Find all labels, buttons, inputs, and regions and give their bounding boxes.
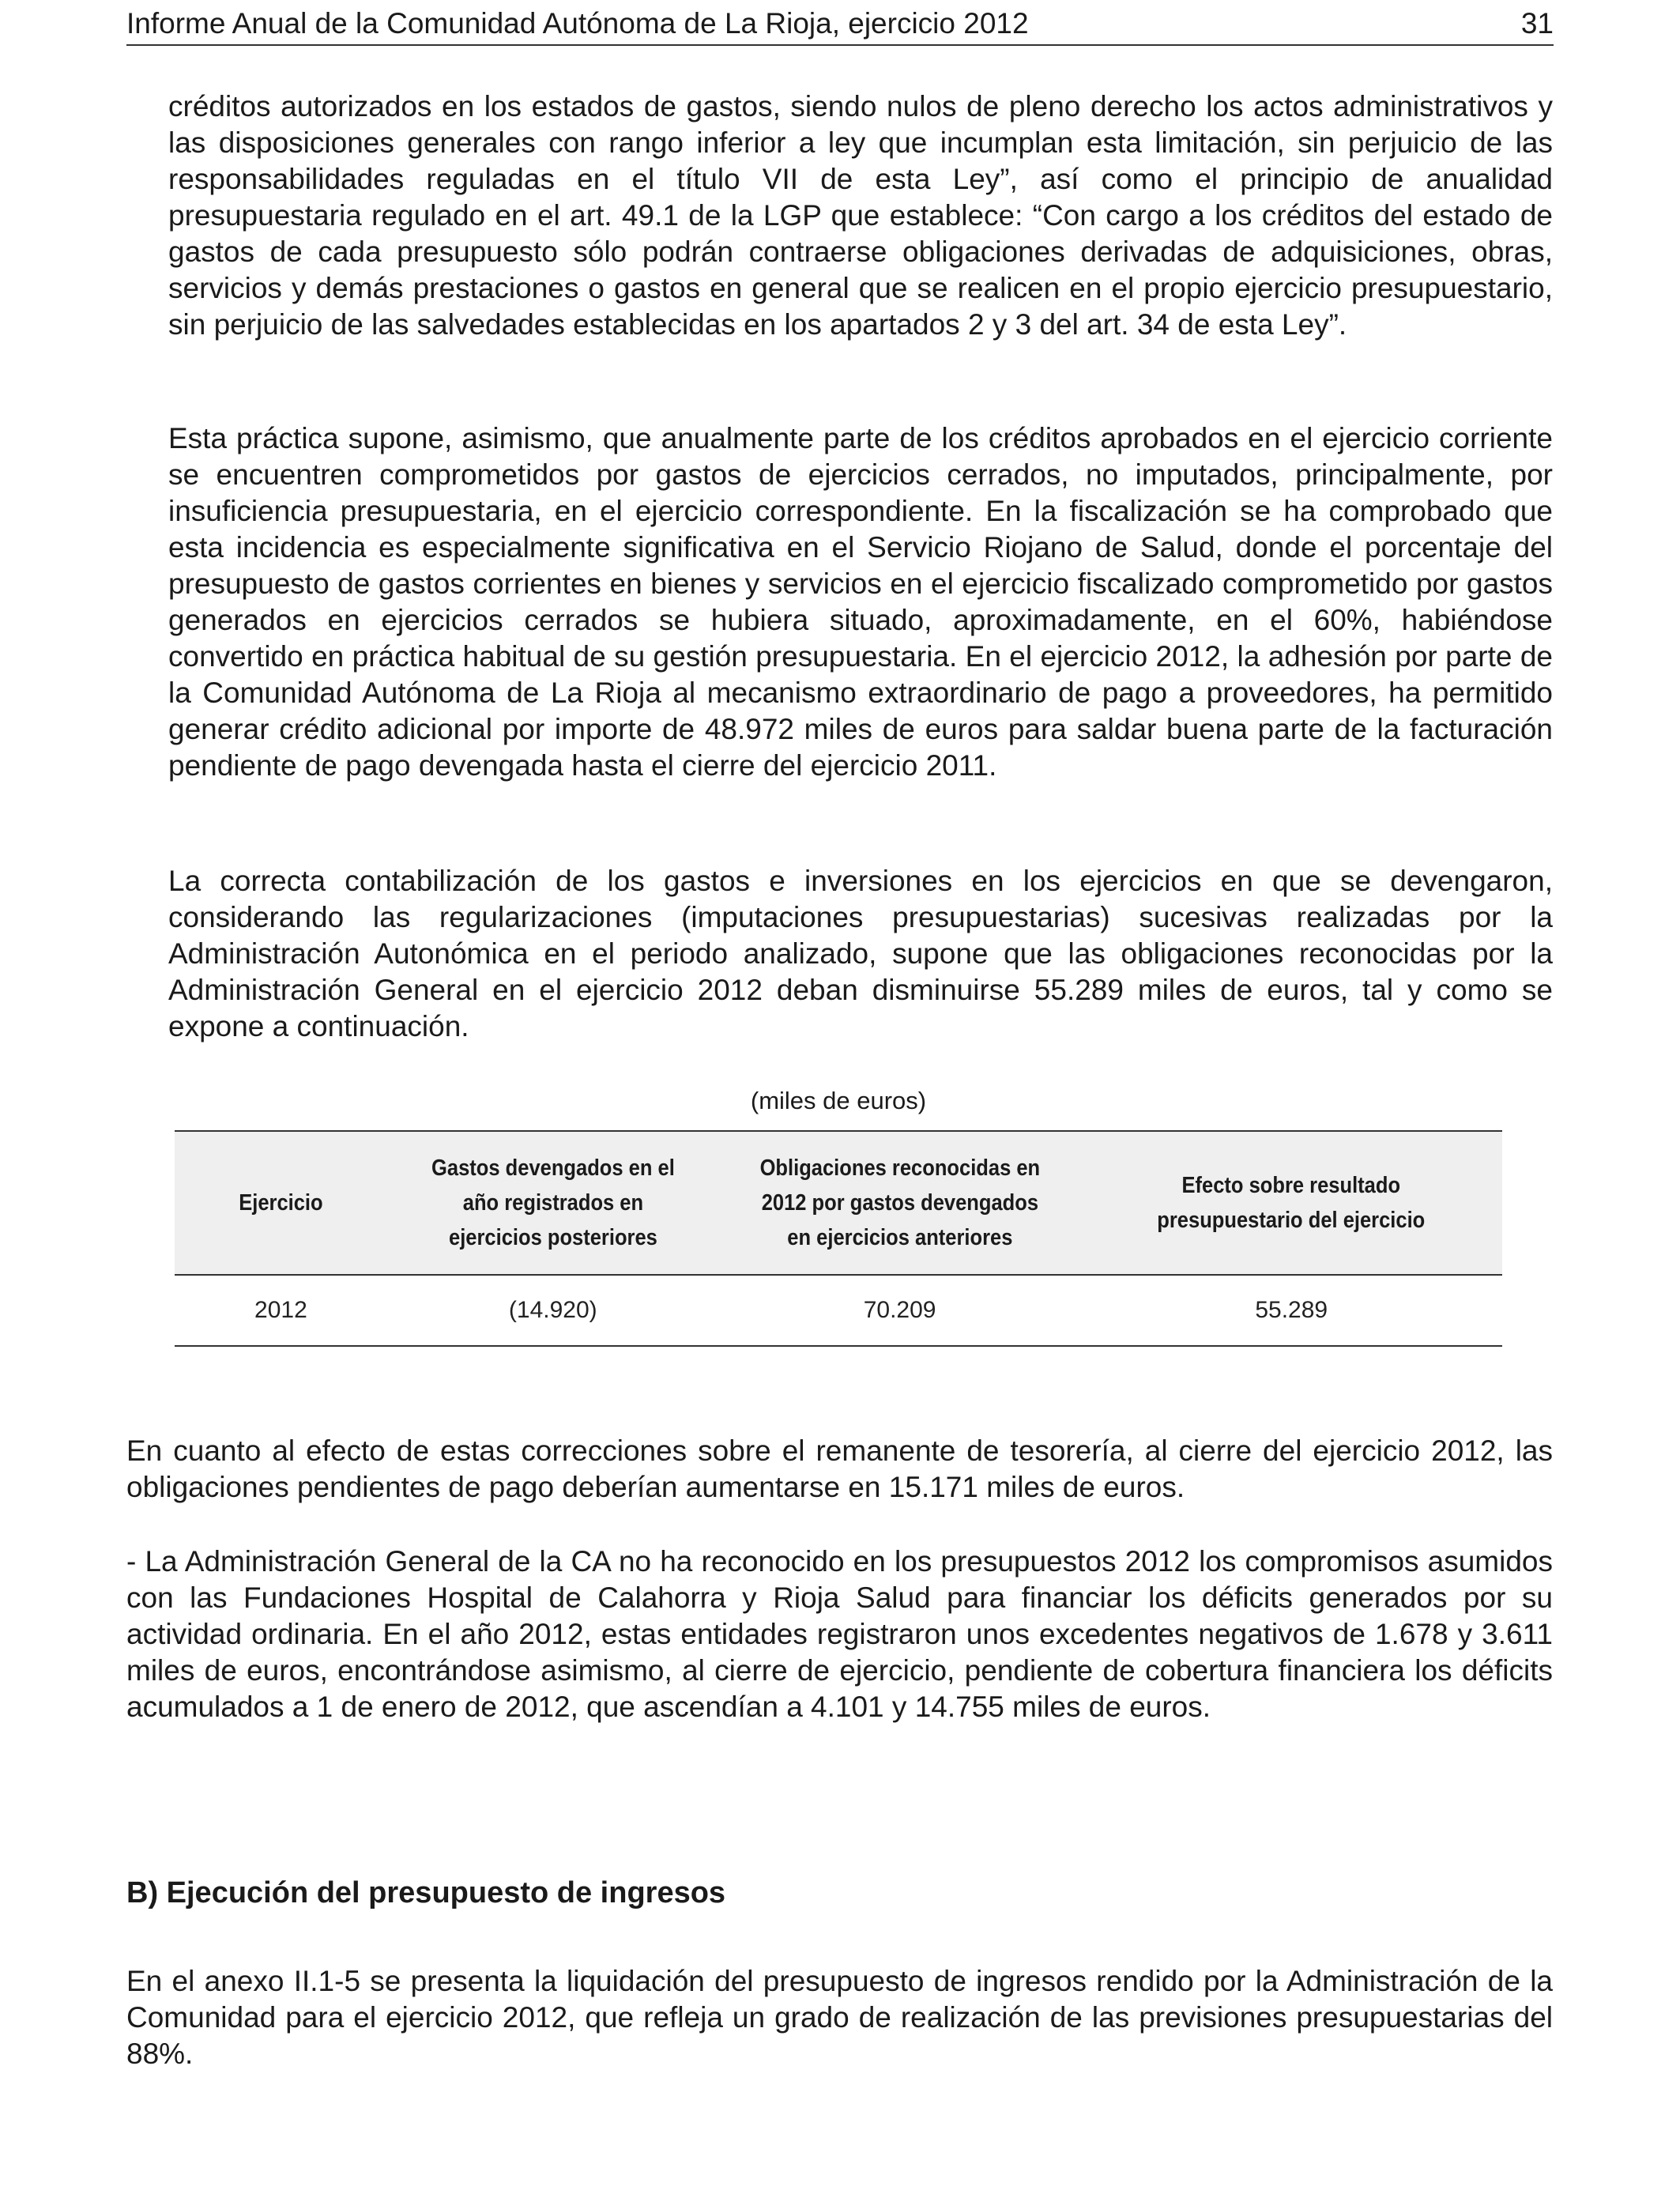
paragraph-accounting-correction: La correcta contabilización de los gastos e inversiones en los ejercicios en que se devengaron, considerando las regularizaciones (imputaciones presupuestarias) sucesivas realizadas por la Administración Autonómica en el periodo analizado, supone que las obligaciones reconocidas por la Administración General en el ejercicio 2012 deban disminuirse 55.289 miles de euros, tal y como se expone a continuación. — [168, 865, 1553, 1042]
column-header-efecto-resultado: Efecto sobre resultado presupuestario del ejercicio — [1106, 1131, 1477, 1275]
budget-effect-table — [175, 1130, 1502, 1347]
cell-ejercicio: 2012 — [175, 1275, 387, 1346]
document-title: Informe Anual de la Comunidad Autónoma de La Rioja, ejercicio 2012 — [126, 7, 1029, 40]
cell-gastos-devengados: (14.920) — [387, 1275, 719, 1346]
column-header-obligaciones-reconocidas: Obligaciones reconocidas en 2012 por gastos devengados en ejercicios anteriores — [740, 1131, 1059, 1275]
paragraph-foundations-deficits: - La Administración General de la CA no ha reconocido en los presupuestos 2012 los compromisos asumidos con las Fundaciones Hospital de Calahorra y Rioja Salud para financiar los déficits generados por su actividad ordinaria. En el año 2012, estas entidades registraron unos excedentes negativos de 1.678 y 3.611 miles de euros, encontrándose asimismo, al cierre de ejercicio, pendiente de cobertura financiera los déficits acumulados a 1 de enero de 2012, que ascendían a 4.101 y 14.755 miles de euros. — [126, 1545, 1553, 1723]
paragraph-treasury-remainder: En cuanto al efecto de estas correcciones sobre el remanente de tesorería, al cierre del ejercicio 2012, las obligaciones pendientes de pago deberían aumentarse en 15.171 miles de euros. — [126, 1434, 1553, 1503]
cell-efecto-resultado: 55.289 — [1080, 1275, 1502, 1346]
paragraph-income-budget: En el anexo II.1-5 se presenta la liquidación del presupuesto de ingresos rendido por la Administración de la Comunidad para el ejercicio 2012, que refleja un grado de realización de las previsiones presupuestarias del 88%. — [126, 1965, 1553, 2070]
cell-obligaciones-reconocidas: 70.209 — [719, 1275, 1081, 1346]
table-header-row — [175, 1131, 1502, 1275]
table-row — [175, 1275, 1502, 1346]
paragraph-budget-law-quote: créditos autorizados en los estados de gastos, siendo nulos de pleno derecho los actos administrativos y las disposiciones generales con rango inferior a ley que incumplan esta limitación, sin perjuicio de las responsabilidades reguladas en el título VII de esta Ley”, así como el principio de anualidad presupuestaria regulado en el art. 49.1 de la LGP que establece: “Con cargo a los créditos del estado de gastos de cada presupuesto sólo podrán contraerse obligaciones derivadas de adquisiciones, obras, servicios y demás prestaciones o gastos en general que se realicen en el propio ejercicio presupuestario, sin perjuicio de las salvedades establecidas en los apartados 2 y 3 del art. 34 de esta Ley”. — [168, 90, 1553, 341]
section-heading-ingresos: B) Ejecución del presupuesto de ingresos — [126, 1876, 726, 1909]
table-caption: (miles de euros) — [750, 1087, 927, 1114]
column-header-ejercicio: Ejercicio — [187, 1131, 375, 1275]
paragraph-prior-year-commitments: Esta práctica supone, asimismo, que anualmente parte de los créditos aprobados en el ejercicio corriente se encuentren comprometidos por gastos de ejercicios cerrados, no imputados, principalmente, por insuficiencia presupuestaria, en el ejercicio correspondiente. En la fiscalización se ha comprobado que esta incidencia es especialmente significativa en el Servicio Riojano de Salud, donde el porcentaje del presupuesto de gastos corrientes en bienes y servicios en el ejercicio fiscalizado comprometido por gastos generados en ejercicios cerrados se hubiera situado, aproximadamente, en el 60%, habiéndose convertido en práctica habitual de su gestión presupuestaria. En el ejercicio 2012, la adhesión por parte de la Comunidad Autónoma de La Rioja al mecanismo extraordinario de pago a proveedores, ha permitido generar crédito adicional por importe de 48.972 miles de euros para saldar buena parte de la facturación pendiente de pago devengada hasta el cierre del ejercicio 2011. — [168, 422, 1553, 782]
column-header-gastos-devengados: Gastos devengados en el año registrados en ejercicios posteriores — [407, 1131, 699, 1275]
page-number: 31 — [1520, 7, 1554, 40]
page-header — [126, 5, 1554, 46]
